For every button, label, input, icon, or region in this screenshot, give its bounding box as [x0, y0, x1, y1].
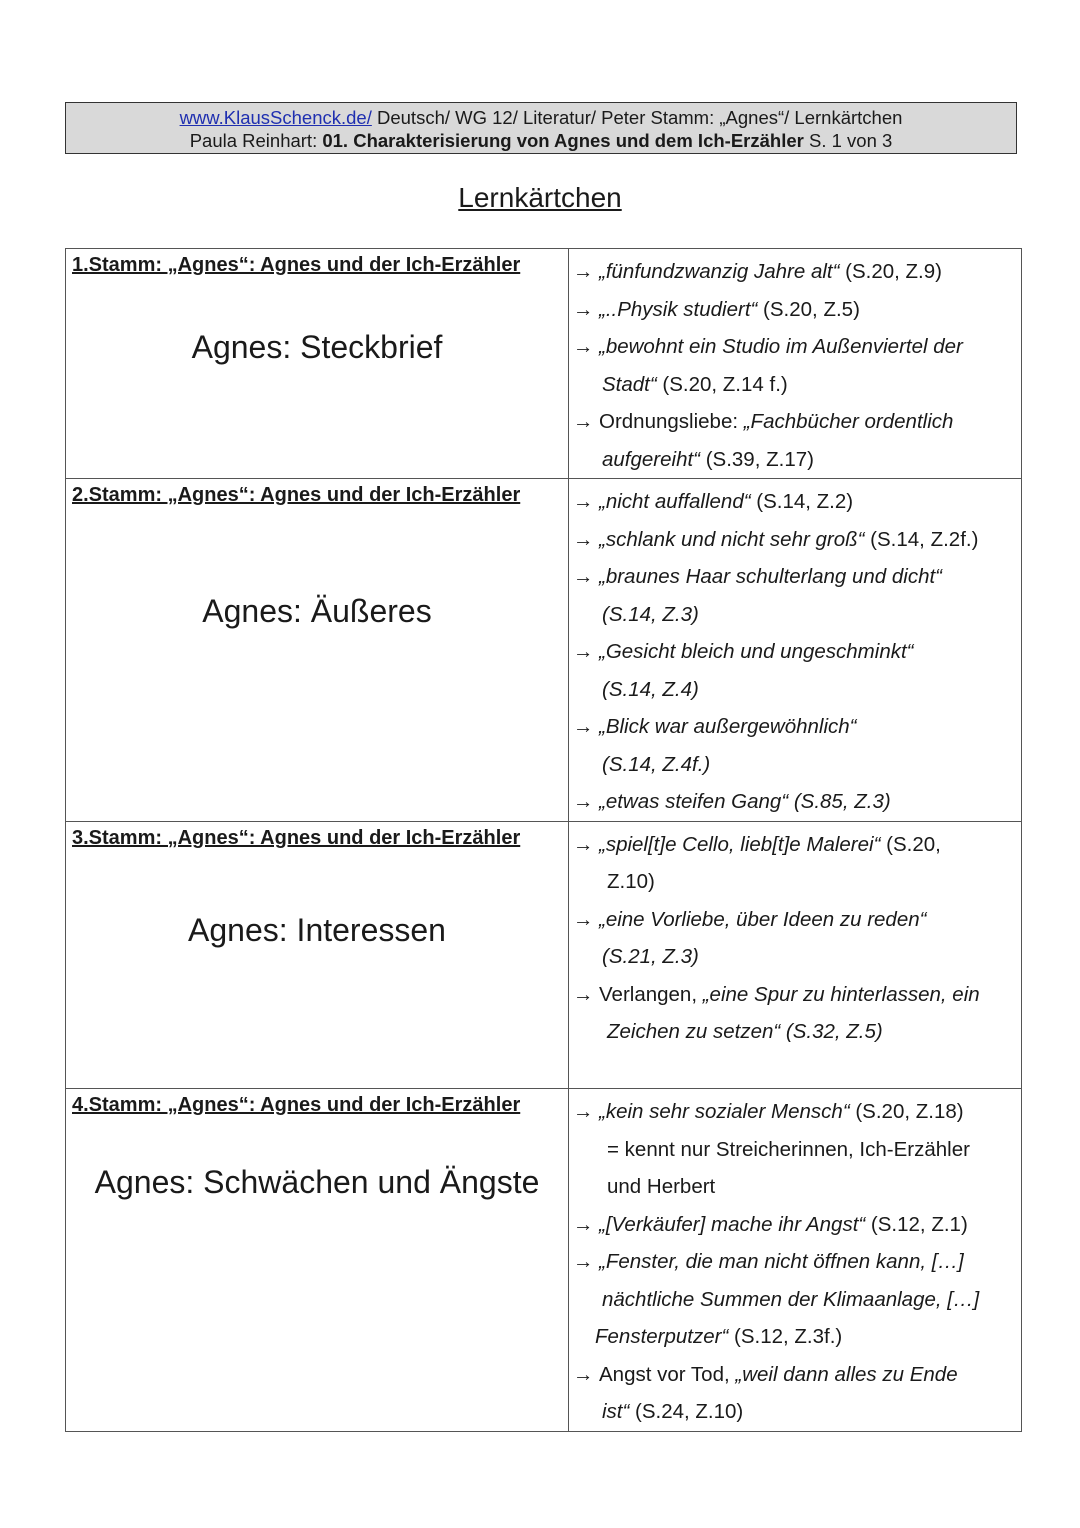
- card-fact-line: [573, 938, 1021, 976]
- card-topic: Agnes: Interessen: [188, 911, 446, 948]
- quote-text: „bewohnt ein Studio im Außenviertel der: [599, 335, 963, 358]
- card-back: [569, 249, 1022, 479]
- arrow-icon: →: [573, 1100, 594, 1123]
- quote-text: „..Physik studiert“: [599, 297, 758, 321]
- arrow-icon: →: [573, 297, 594, 321]
- quote-text: „Fenster, die man nicht öffnen kann, […]: [599, 1250, 964, 1273]
- card-fact-line: [573, 863, 1021, 901]
- quote-text: „schlank und nicht sehr groß“: [599, 527, 865, 551]
- card-fact-line: [573, 1356, 1021, 1394]
- fact-text: Verlangen,: [599, 982, 703, 1006]
- header-line-2: [66, 129, 1016, 152]
- header-author: Paula Reinhart:: [189, 130, 323, 151]
- card-fact-line: [573, 1168, 1021, 1206]
- card-fact-line: [573, 1206, 1021, 1244]
- fact-text: (S.20, Z.9): [839, 260, 942, 283]
- quote-text: „Gesicht bleich und ungeschminkt“: [599, 640, 914, 663]
- card-front: [66, 1089, 569, 1432]
- card-fact-line: [573, 1093, 1021, 1131]
- card-fact-line: [573, 708, 1021, 746]
- arrow-icon: →: [573, 907, 594, 931]
- card-fact-line: [573, 1131, 1021, 1169]
- card-fact-line: [573, 521, 1021, 559]
- quote-text: „[Verkäufer] mache ihr Angst“: [599, 1212, 866, 1236]
- fact-text: (S.12, Z.3f.): [728, 1325, 843, 1348]
- fact-text: (S.14, Z.2): [750, 490, 854, 513]
- card-fact-line: [573, 783, 1021, 821]
- card-stamm-label: 4.Stamm: „Agnes“: Agnes und der Ich-Erzähler: [72, 1094, 521, 1116]
- fact-text: Angst vor Tod,: [599, 1362, 736, 1386]
- card-stamm-label: 1.Stamm: „Agnes“: Agnes und der Ich-Erzähler: [72, 254, 521, 276]
- card-fact-line: [573, 1281, 1021, 1319]
- arrow-icon: →: [573, 982, 594, 1006]
- card-fact-line: [573, 633, 1021, 671]
- quote-text: „spiel[t]e Cello, lieb[t]e Malerei“: [599, 832, 881, 856]
- card-stamm-label: 2.Stamm: „Agnes“: Agnes und der Ich-Erzähler: [72, 484, 521, 506]
- arrow-icon: →: [573, 640, 594, 663]
- card-fact-line: [573, 328, 1021, 366]
- card-fact-line: [573, 746, 1021, 784]
- flashcard-row: [66, 821, 1022, 1089]
- card-fact-line: [573, 976, 1021, 1014]
- fact-text: = kennt nur Streicherinnen, Ich-Erzähler: [607, 1137, 970, 1161]
- flashcard-row: [66, 1089, 1022, 1432]
- arrow-icon: →: [573, 527, 594, 551]
- fact-text: (S.20, Z.14 f.): [656, 372, 788, 396]
- arrow-icon: →: [573, 335, 594, 358]
- card-fact-line: [573, 403, 1021, 441]
- arrow-icon: →: [573, 715, 594, 738]
- card-fact-line: [573, 1013, 1021, 1051]
- card-fact-line: [573, 671, 1021, 709]
- quote-text: „Fachbücher ordentlich: [743, 410, 954, 433]
- fact-text: und Herbert: [607, 1175, 716, 1198]
- quote-text: „eine Vorliebe, über Ideen zu reden“: [599, 907, 927, 931]
- quote-text: aufgereiht“: [602, 447, 701, 471]
- website-link[interactable]: www.KlausSchenck.de/: [179, 107, 372, 128]
- card-back: [569, 1089, 1022, 1432]
- card-fact-line: [573, 558, 1021, 596]
- quote-text: Stadt“: [602, 372, 657, 396]
- fact-text: (S.14, Z.2f.): [864, 527, 979, 551]
- card-fact-line: [573, 826, 1021, 864]
- flashcard-table: [65, 248, 1022, 1432]
- card-fact-line: [573, 1393, 1021, 1431]
- fact-text: (S.20, Z.18): [849, 1100, 964, 1123]
- quote-text: (S.14, Z.3): [602, 602, 699, 626]
- card-back: [569, 479, 1022, 822]
- quote-text: (S.21, Z.3): [602, 945, 699, 968]
- quote-text: „fünfundzwanzig Jahre alt“: [599, 260, 840, 283]
- card-front: [66, 479, 569, 822]
- document-header: [65, 102, 1017, 154]
- flashcard-row: [66, 479, 1022, 822]
- fact-text: Z.10): [607, 870, 655, 893]
- card-topic: Agnes: Schwächen und Ängste: [94, 1164, 540, 1200]
- header-path: Deutsch/ WG 12/ Literatur/ Peter Stamm: „Agnes“/ Lernkärtchen: [371, 107, 903, 128]
- quote-text: „weil dann alles zu Ende: [735, 1362, 958, 1386]
- quote-text: nächtliche Summen der Klimaanlage, […]: [602, 1287, 980, 1311]
- flashcard-row: [66, 249, 1022, 479]
- arrow-icon: →: [573, 490, 594, 513]
- arrow-icon: →: [573, 260, 594, 283]
- header-line-1: [66, 106, 1016, 129]
- quote-text: „eine Spur zu hinterlassen, ein: [702, 982, 980, 1006]
- quote-text: (S.14, Z.4f.): [602, 752, 711, 776]
- card-fact-line: [573, 483, 1021, 521]
- card-front: [66, 821, 569, 1089]
- card-stamm-label: 3.Stamm: „Agnes“: Agnes und der Ich-Erzähler: [72, 826, 521, 849]
- card-fact-line: [573, 291, 1021, 329]
- arrow-icon: →: [573, 1362, 594, 1386]
- card-fact-line: [573, 596, 1021, 634]
- quote-text: ist“: [602, 1400, 630, 1423]
- card-front: [66, 249, 569, 479]
- arrow-icon: →: [573, 565, 594, 588]
- fact-text: (S.20, Z.5): [757, 297, 860, 321]
- quote-text: (S.14, Z.4): [602, 677, 699, 701]
- quote-text: „nicht auffallend“: [599, 490, 751, 513]
- card-fact-line: [573, 901, 1021, 939]
- card-fact-line: [573, 441, 1021, 479]
- card-fact-line: [573, 253, 1021, 291]
- arrow-icon: →: [573, 410, 594, 433]
- card-fact-line: [573, 1051, 1021, 1089]
- card-topic: Agnes: Äußeres: [202, 593, 432, 629]
- arrow-icon: →: [573, 790, 594, 813]
- card-topic: Agnes: Steckbrief: [191, 329, 443, 365]
- fact-text: (S.20,: [880, 832, 941, 856]
- page-title: Lernkärtchen: [458, 182, 622, 213]
- quote-text: „kein sehr sozialer Mensch“: [599, 1100, 850, 1123]
- quote-text: „Blick war außergewöhnlich“: [599, 715, 857, 738]
- fact-text: (S.12, Z.1): [865, 1212, 968, 1236]
- header-topic: 01. Charakterisierung von Agnes und dem Ich-Erzähler: [322, 130, 804, 151]
- arrow-icon: →: [573, 1212, 594, 1236]
- arrow-icon: →: [573, 832, 594, 856]
- quote-text: Zeichen zu setzen“ (S.32, Z.5): [607, 1020, 883, 1043]
- card-back: [569, 821, 1022, 1089]
- quote-text: „etwas steifen Gang“ (S.85, Z.3): [599, 790, 891, 813]
- quote-text: „braunes Haar schulterlang und dicht“: [599, 565, 942, 588]
- header-page: S. 1 von 3: [803, 130, 893, 151]
- quote-text: Fensterputzer“: [595, 1325, 729, 1348]
- card-fact-line: [573, 366, 1021, 404]
- arrow-icon: →: [573, 1250, 594, 1273]
- card-fact-line: [573, 1243, 1021, 1281]
- fact-text: (S.24, Z.10): [629, 1400, 744, 1423]
- fact-text: (S.39, Z.17): [700, 447, 814, 471]
- fact-text: Ordnungsliebe:: [599, 410, 744, 433]
- card-fact-line: [573, 1318, 1021, 1356]
